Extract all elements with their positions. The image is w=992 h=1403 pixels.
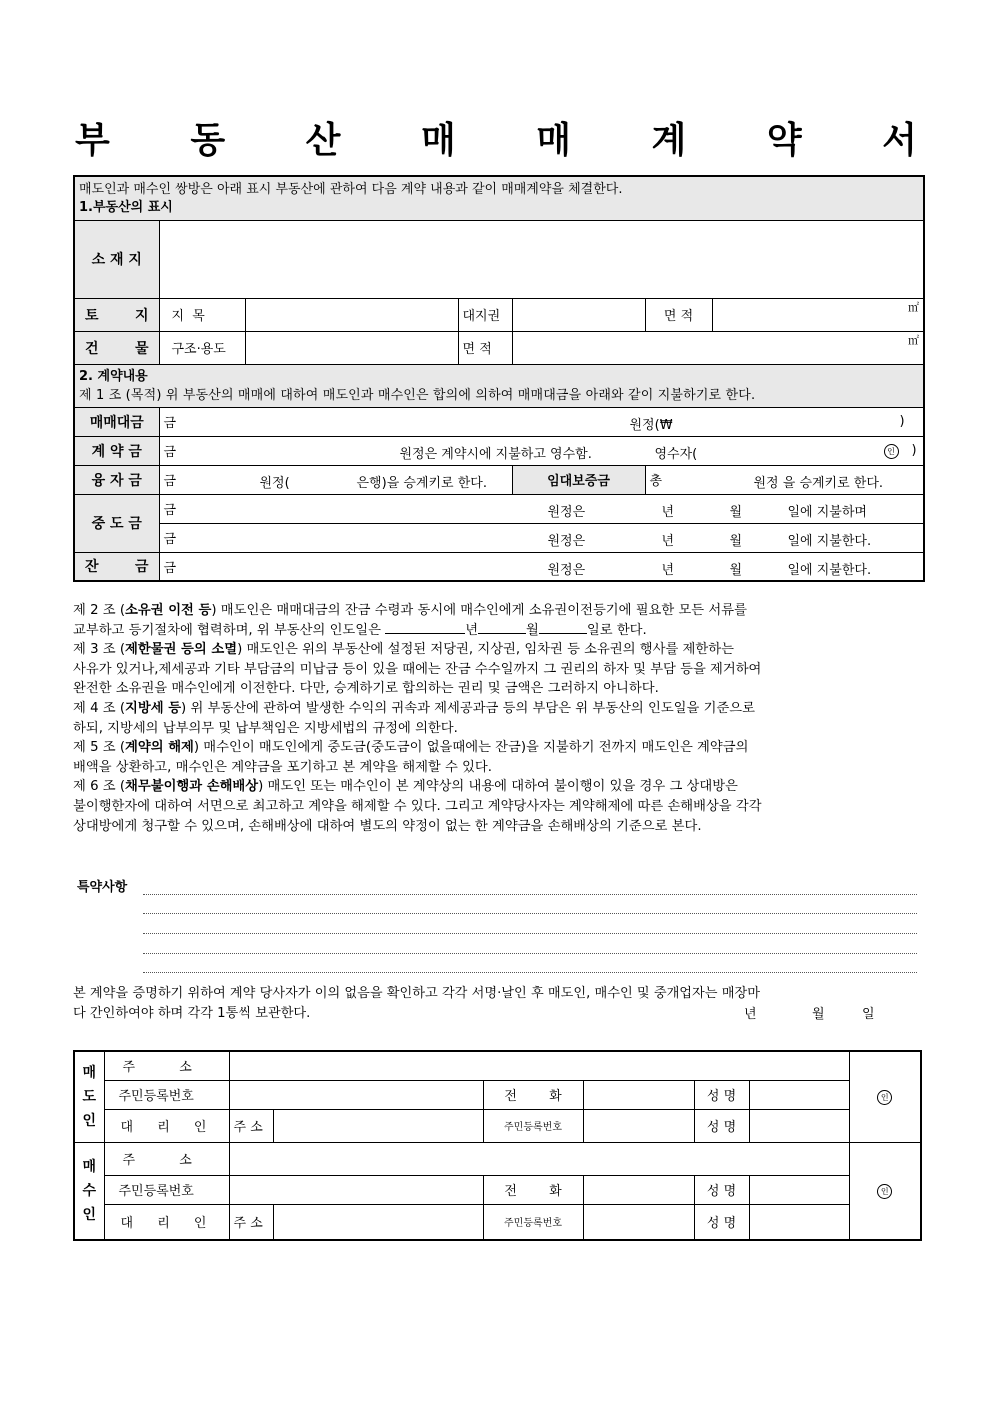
- date-year: 년: [744, 1007, 757, 1022]
- article3-line1: 제 3 조 (제한물권 등의 소멸) 매도인은 위의 부동산에 설정된 저당권, 지상권, 임차권 등 소유권의 행사를 제한하는: [73, 642, 734, 658]
- contract-table: [73, 175, 925, 582]
- buyer-agent-resident-no-field[interactable]: [583, 1204, 694, 1240]
- seller-resident-no-field[interactable]: [229, 1080, 483, 1109]
- middle-payment-label: 중 도 금: [74, 494, 159, 552]
- middle2-year: 년: [661, 533, 675, 549]
- land-area-label: 면 적: [645, 298, 712, 331]
- buyer-address-label: 주 소: [104, 1142, 229, 1175]
- buyer-name-field[interactable]: [749, 1175, 849, 1204]
- article2-line2: 교부하고 등기절차에 협력하며, 위 부동산의 인도일은 년 월 일로 한다.: [73, 622, 647, 638]
- receiver-close: ): [911, 442, 917, 458]
- middle1-year: 년: [661, 504, 675, 520]
- buyer-label: 매 수 인: [74, 1142, 104, 1240]
- balance-row[interactable]: [159, 552, 924, 581]
- seller-seal-cell: [849, 1051, 921, 1142]
- location-label: 소 재 지: [74, 220, 159, 298]
- article5-line2: 배액을 상환하고, 매수인은 계약금을 포기하고 본 계약을 해제할 수 있다.: [73, 759, 492, 775]
- parties-table: [73, 1050, 922, 1241]
- land-right-field[interactable]: [512, 298, 645, 331]
- article5-line1: 제 5 조 (계약의 해제) 매수인이 매도인에게 중도금(중도금이 없을때에는 잔금)을 지불하기 전까지 매도인은 계약금의: [73, 740, 749, 756]
- building-label: 건 물: [74, 331, 159, 364]
- middle2-text: 원정은: [547, 533, 586, 549]
- middle2-month: 월: [729, 533, 743, 549]
- balance-month: 월: [729, 562, 743, 578]
- buyer-agent-label: 대 리 인: [104, 1204, 229, 1240]
- middle1-text: 원정은: [547, 504, 586, 520]
- article2-line1: 제 2 조 (소유권 이전 등) 매도인은 매매대금의 잔금 수령과 동시에 매수인에게 소유권이전등기에 필요한 모든 서류를: [73, 603, 747, 618]
- seller-agent-resident-no-field[interactable]: [583, 1109, 694, 1142]
- article4-line2: 하되, 지방세의 납부의무 및 납부책임은 지방세법의 규정에 의한다.: [73, 720, 458, 736]
- sale-price-text: 원정(₩: [629, 417, 673, 433]
- sale-price-prefix: 금: [163, 416, 177, 431]
- loan-row[interactable]: [159, 465, 512, 494]
- special-terms-line-2[interactable]: [143, 913, 917, 914]
- buyer-phone-label: 전 화: [483, 1175, 583, 1204]
- article1-text: 제 1 조 (목적) 위 부동산의 매매에 대하여 매도인과 매수인은 합의에 의하여 매매대금을 아래와 같이 지불하기로 한다.: [79, 387, 756, 403]
- article6-line2: 불이행한자에 대하여 서면으로 최고하고 계약을 해제할 수 있다. 그리고 계약당사자는 계약해제에 따른 손해배상을 각각: [73, 798, 762, 814]
- special-terms-line-5[interactable]: [143, 972, 917, 973]
- location-field[interactable]: [159, 220, 924, 298]
- land-category-label: 지 목: [159, 298, 245, 331]
- closing-line2: 다 간인하여야 하며 각각 1통씩 보관한다.: [73, 1005, 311, 1021]
- loan-label: 융 자 금: [74, 465, 159, 494]
- article3-line2: 사유가 있거나,제세공과 기타 부담금의 미납금 등이 있을 때에는 잔금 수수일까지 그 권리의 하자 및 부담 등을 제거하여: [73, 661, 762, 677]
- lease-text: 원정 을 승계키로 한다.: [753, 475, 884, 491]
- seller-address-label: 주 소: [104, 1051, 229, 1080]
- middle-payment-row-1[interactable]: [159, 494, 924, 523]
- sale-price-close: ): [899, 413, 905, 429]
- intro-text: 매도인과 매수인 쌍방은 아래 표시 부동산에 관하여 다음 계약 내용과 같이 매매계약을 체결한다.: [79, 182, 623, 197]
- buyer-agent-name-label: 성 명: [694, 1204, 749, 1240]
- balance-end: 일에 지불한다.: [787, 562, 872, 578]
- lease-deposit-label: 임대보증금: [512, 465, 645, 494]
- structure-use-field[interactable]: [245, 331, 458, 364]
- seller-agent-resident-no-label: 주민등록번호: [483, 1109, 583, 1142]
- buyer-name-label: 성 명: [694, 1175, 749, 1204]
- special-terms-line-4[interactable]: [143, 953, 917, 954]
- buyer-agent-address-field[interactable]: [273, 1204, 483, 1240]
- buyer-resident-no-field[interactable]: [229, 1175, 483, 1204]
- middle1-month: 월: [729, 504, 743, 520]
- sale-price-row[interactable]: [159, 407, 924, 436]
- seller-name-field[interactable]: [749, 1080, 849, 1109]
- buyer-agent-address-label: 주 소: [229, 1204, 273, 1240]
- balance-prefix: 금: [163, 560, 177, 576]
- loan-bank-text: 은행)을 승계키로 한다.: [356, 475, 487, 491]
- seller-agent-name-label: 성 명: [694, 1109, 749, 1142]
- deposit-prefix: 금: [163, 445, 177, 460]
- article4-line1: 제 4 조 (지방세 등) 위 부동산에 관하여 발생한 수익의 귀속과 제세공과금 등의 부담은 위 부동산의 인도일을 기준으로: [73, 700, 755, 716]
- building-area-label: 면 적: [458, 331, 512, 364]
- land-right-label: 대지권: [458, 298, 512, 331]
- seller-agent-address-label: 주 소: [229, 1109, 273, 1142]
- land-label: 토 지: [74, 298, 159, 331]
- special-terms-line-3[interactable]: [143, 933, 917, 934]
- buyer-seal-cell: [849, 1142, 921, 1240]
- loan-prefix: 금: [163, 474, 177, 489]
- seller-agent-name-field[interactable]: [749, 1109, 849, 1142]
- receiver-text: 영수자(: [654, 446, 698, 462]
- seller-resident-no-label: 주민등록번호: [104, 1080, 229, 1109]
- deposit-text: 원정은 계약시에 지불하고 영수함.: [399, 446, 592, 462]
- article6-line1: 제 6 조 (채무불이행과 손해배상) 매도인 또는 매수인이 본 계약상의 내용에 대하여 불이행이 있을 경우 그 상대방은: [73, 779, 738, 795]
- section2-heading: 2. 계약내용: [79, 368, 148, 384]
- lease-deposit-row[interactable]: [645, 465, 924, 494]
- articles-block: [73, 601, 923, 836]
- buyer-phone-field[interactable]: [583, 1175, 694, 1204]
- middle2-prefix: 금: [163, 532, 177, 547]
- date-month: 월: [812, 1007, 825, 1022]
- balance-year: 년: [661, 562, 675, 578]
- article6-line3: 상대방에게 청구할 수 있으며, 손해배상에 대하여 별도의 약정이 없는 한 계약금을 손해배상의 기준으로 본다.: [73, 818, 702, 834]
- buyer-agent-name-field[interactable]: [749, 1204, 849, 1240]
- date-day: 일: [862, 1007, 875, 1022]
- buyer-seal: 인: [877, 1184, 892, 1199]
- balance-text: 원정은: [547, 562, 586, 578]
- middle2-end: 일에 지불한다.: [787, 533, 872, 549]
- seller-label: 매 도 인: [74, 1051, 104, 1142]
- structure-use-label: 구조·용도: [159, 331, 245, 364]
- loan-text: 원정(: [259, 475, 290, 491]
- section1-heading: 1.부동산의 표시: [79, 200, 173, 215]
- seller-name-label: 성 명: [694, 1080, 749, 1109]
- middle1-prefix: 금: [163, 503, 177, 518]
- page-title: 부 동 산 매 매 계 약 서: [75, 120, 951, 161]
- buyer-address-field[interactable]: [229, 1142, 849, 1175]
- sale-price-label: 매매대금: [74, 407, 159, 436]
- seller-seal: 인: [877, 1090, 892, 1105]
- land-area-field[interactable]: [712, 298, 924, 331]
- closing-line1: 본 계약을 증명하기 위하여 계약 당사자가 이의 없음을 확인하고 각각 서명·날인 후 매도인, 매수인 및 중개업자는 매장마: [73, 986, 760, 1001]
- receiver-seal: 인: [884, 444, 899, 459]
- deposit-row[interactable]: [159, 436, 924, 465]
- seller-phone-label: 전 화: [483, 1080, 583, 1109]
- lease-prefix: 총: [649, 474, 663, 489]
- closing-block: [73, 984, 923, 1023]
- building-area-unit: ㎡: [908, 333, 920, 347]
- deposit-label: 계 약 금: [74, 436, 159, 465]
- special-terms-line-1[interactable]: [143, 894, 917, 895]
- seller-address-field[interactable]: [229, 1051, 849, 1080]
- balance-label: 잔 금: [74, 552, 159, 581]
- seller-agent-address-field[interactable]: [273, 1109, 483, 1142]
- buyer-resident-no-label: 주민등록번호: [104, 1175, 229, 1204]
- special-terms-label: 특약사항: [77, 880, 128, 895]
- article3-line3: 완전한 소유권을 매수인에게 이전한다. 다만, 승계하기로 합의하는 권리 및 금액은 그러하지 아니하다.: [73, 681, 659, 697]
- buyer-agent-resident-no-label: 주민등록번호: [483, 1204, 583, 1240]
- land-category-field[interactable]: [245, 298, 458, 331]
- seller-phone-field[interactable]: [583, 1080, 694, 1109]
- building-area-field[interactable]: [512, 331, 924, 364]
- seller-agent-label: 대 리 인: [104, 1109, 229, 1142]
- middle1-end: 일에 지불하며: [787, 504, 867, 520]
- middle-payment-row-2[interactable]: [159, 523, 924, 552]
- land-area-unit: ㎡: [908, 300, 920, 314]
